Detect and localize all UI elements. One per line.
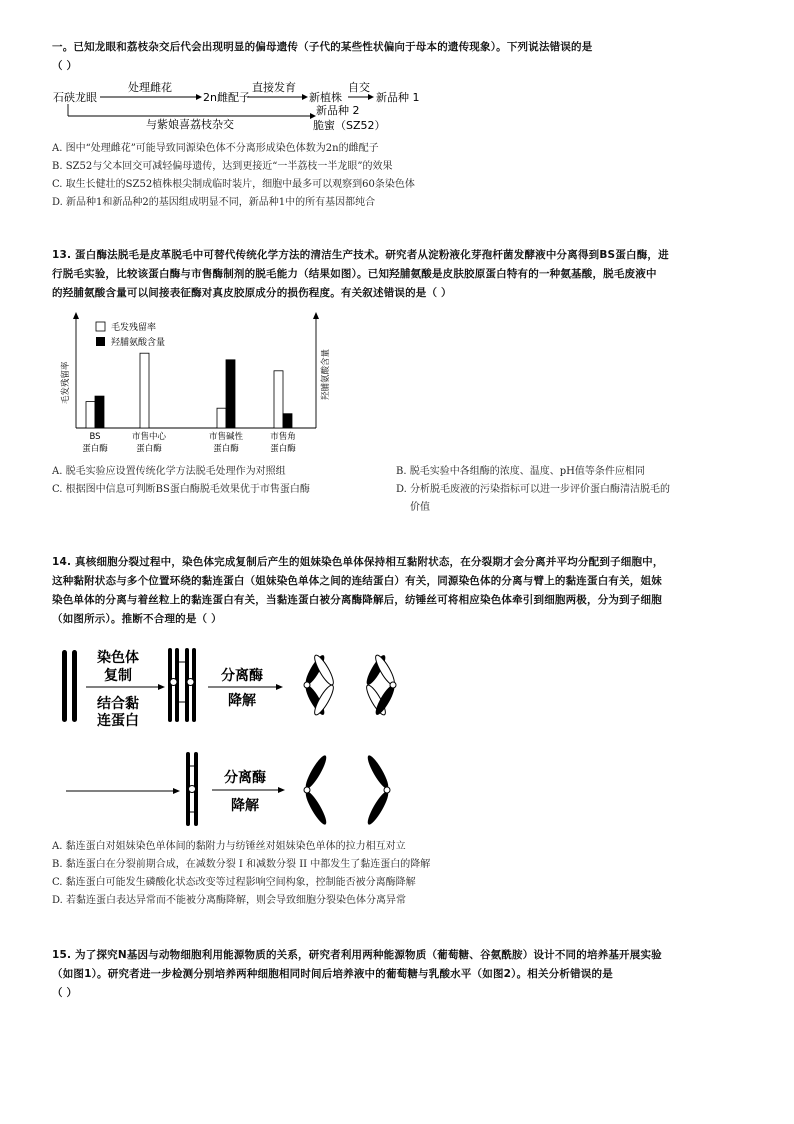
x-tick-label-2-0: 市售碱性 <box>208 432 244 442</box>
q12-option-a[interactable]: A. 图中“处理雌花”可能导致同源染色体不分离形成染色体数为2n的雌配子 <box>52 143 379 154</box>
x-tick-label-0-0: BS <box>89 432 101 442</box>
q15-answer-blank: （ ） <box>52 987 78 999</box>
diagram-cross: 与紫娘喜荔枝杂交 <box>146 118 234 131</box>
fig-enzyme-a-1: 分离酶 <box>221 668 263 684</box>
fig-label-4: 连蛋白 <box>97 713 139 729</box>
y-axis-label: 毛发残留率 <box>61 361 71 404</box>
fig-label-2: 复制 <box>104 668 132 684</box>
q14-cohesin-figure <box>58 642 418 827</box>
q14-option-a[interactable]: A. 黏连蛋白对姐妹染色单体间的黏附力与纺锤丝对姐妹染色单体的拉力相互对立 <box>52 841 406 852</box>
diagram-product4: 新品种 2 <box>316 104 360 117</box>
diagram-start: 石硖龙眼 <box>53 91 97 104</box>
y-axis-label-right: 羟脯氨酸含量 <box>321 348 331 400</box>
q15-stem-1: 15. 为了探究N基因与动物细胞利用能源物质的关系，研究者利用两种能源物质（葡萄糖、谷氨酰胺）设计不同的培养基开展实验 <box>52 949 662 961</box>
q12-breeding-diagram <box>50 76 470 138</box>
q14-option-d[interactable]: D. 若黏连蛋白表达异常而不能被分离酶降解，则会导致细胞分裂染色体分离异常 <box>52 895 407 906</box>
x-tick-label-0-1: 蛋白酶 <box>82 444 108 454</box>
replicated-chromosomes <box>168 648 196 722</box>
q14-stem-2: 这种黏附状态与多个位置环绕的黏连蛋白（姐妹染色单体之间的连结蛋白）有关，同源染色体的分离与臂上的黏连蛋白有关，姐妹 <box>52 575 662 587</box>
diagram-product2-visible: 新植株 <box>309 91 342 104</box>
legend-label-residue: 毛发残留率 <box>111 323 157 333</box>
q13-stem-2: 行脱毛实验，比较该蛋白酶与市售酶制剂的脱毛能力（结果如图）。已知羟脯氨酸是皮肤胶原蛋白特有的一种氨基酸，脱毛废液中 <box>52 268 657 280</box>
fig-enzyme-b-1: 分离酶 <box>224 770 266 786</box>
q13-bar-chart <box>58 310 338 458</box>
separated-homologs-right <box>364 653 398 717</box>
q13-option-d-cont: 价值 <box>410 502 430 513</box>
q12-answer-blank: （ ） <box>52 60 78 72</box>
q14-option-c[interactable]: C. 黏连蛋白可能发生磷酸化状态改变等过程影响空间构象，控制能否被分离酶降解 <box>52 877 416 888</box>
q14-option-b[interactable]: B. 黏连蛋白在分裂前期合成，在减数分裂 I 和减数分裂 II 中都发生了黏连蛋白的降解 <box>52 859 431 870</box>
legend-swatch-hydroxyproline <box>96 337 105 346</box>
diagram-product3: 新品种 1 <box>376 91 420 104</box>
q12-option-c[interactable]: C. 取生长健壮的SZ52植株根尖制成临时装片，细胞中最多可以观察到60条染色体 <box>52 179 415 190</box>
bar-hydroxyproline-0 <box>95 396 104 428</box>
q12-option-d[interactable]: D. 新品种1和新品种2的基因组成明显不同，新品种1中的所有基因都纯合 <box>52 197 376 208</box>
q15-stem-2: （如图1）。研究者进一步检测分别培养两种细胞相同时间后培养液中的葡萄糖与乳酸水平（如图2）。相关分析错误的是 <box>52 968 613 980</box>
diagram-step3: 自交 <box>348 81 370 94</box>
q14-stem-3: 染色单体的分离与着丝粒上的黏连蛋白有关，当黏连蛋白被分离酶降解后，纺锤丝可将相应染色体牵引到细胞两极，分为到子细胞 <box>52 594 662 606</box>
bar-residue-2 <box>217 408 226 428</box>
x-tick-label-1-0: 市售中心 <box>131 432 167 442</box>
separated-homologs-left <box>303 653 337 717</box>
q14-stem-1: 14. 真核细胞分裂过程中，染色体完成复制后产生的姐妹染色单体保持相互黏附状态，在分裂期才会分离并平均分配到子细胞中， <box>52 556 664 568</box>
bar-hydroxyproline-3 <box>283 414 292 428</box>
separated-chromatid-left <box>303 753 330 826</box>
x-tick-label-3-1: 蛋白酶 <box>270 444 296 454</box>
initial-chromosomes <box>62 650 77 722</box>
q13-stem-1: 13. 蛋白酶法脱毛是皮革脱毛中可替代传统化学方法的清洁生产技术。研究者从淀粉液化芽孢杆菌发酵液中分离得到BS蛋白酶，进 <box>52 249 669 261</box>
x-tick-label-2-1: 蛋白酶 <box>213 444 239 454</box>
q14-stem-4: （如图所示）。推断不合理的是（ ） <box>52 613 222 625</box>
q13-option-b[interactable]: B. 脱毛实验中各组酶的浓度、温度、pH值等条件应相同 <box>396 466 645 477</box>
x-tick-label-3-0: 市售角 <box>270 432 296 442</box>
q13-stem-3: 的羟脯氨酸含量可以间接表征酶对真皮胶原成分的损伤程度。有关叙述错误的是（ ） <box>52 287 452 299</box>
q13-option-d[interactable]: D. 分析脱毛废液的污染指标可以进一步评价蛋白酶清洁脱毛的 <box>396 484 671 495</box>
legend-label-hydroxyproline: 羟脯氨酸含量 <box>111 338 166 348</box>
fig-enzyme-b-2: 降解 <box>231 798 259 814</box>
diagram-step1: 处理雌花 <box>128 81 172 94</box>
bar-hydroxyproline-2 <box>226 360 235 428</box>
diagram-product4-sub: 脆蜜（SZ52） <box>313 119 386 132</box>
q12-stem: 一。已知龙眼和荔枝杂交后代会出现明显的偏母遗传（子代的某些性状偏向于母本的遗传现象）。下列说法错误的是 <box>52 41 593 53</box>
fig-label-3: 结合黏 <box>97 696 139 712</box>
separated-chromatid-right <box>365 753 392 826</box>
x-tick-label-1-1: 蛋白酶 <box>136 444 162 454</box>
diagram-product1: 2n雌配子 <box>203 91 250 104</box>
q13-option-a[interactable]: A. 脱毛实验应设置传统化学方法脱毛处理作为对照组 <box>52 466 286 477</box>
fig-enzyme-a-2: 降解 <box>228 693 256 709</box>
q13-option-c[interactable]: C. 根据图中信息可判断BS蛋白酶脱毛效果优于市售蛋白酶 <box>52 484 310 495</box>
bar-residue-3 <box>274 371 283 428</box>
q12-option-b[interactable]: B. SZ52与父本回交可减轻偏母遗传，达到更接近“一半荔枝一半龙眼”的效果 <box>52 161 393 172</box>
legend-swatch-residue <box>96 322 105 331</box>
bar-residue-1 <box>140 353 149 428</box>
diagram-step2: 直接发育 <box>252 81 296 94</box>
bar-residue-0 <box>86 402 95 428</box>
sister-chromatids <box>186 752 198 826</box>
fig-label-1: 染色体 <box>97 650 139 666</box>
